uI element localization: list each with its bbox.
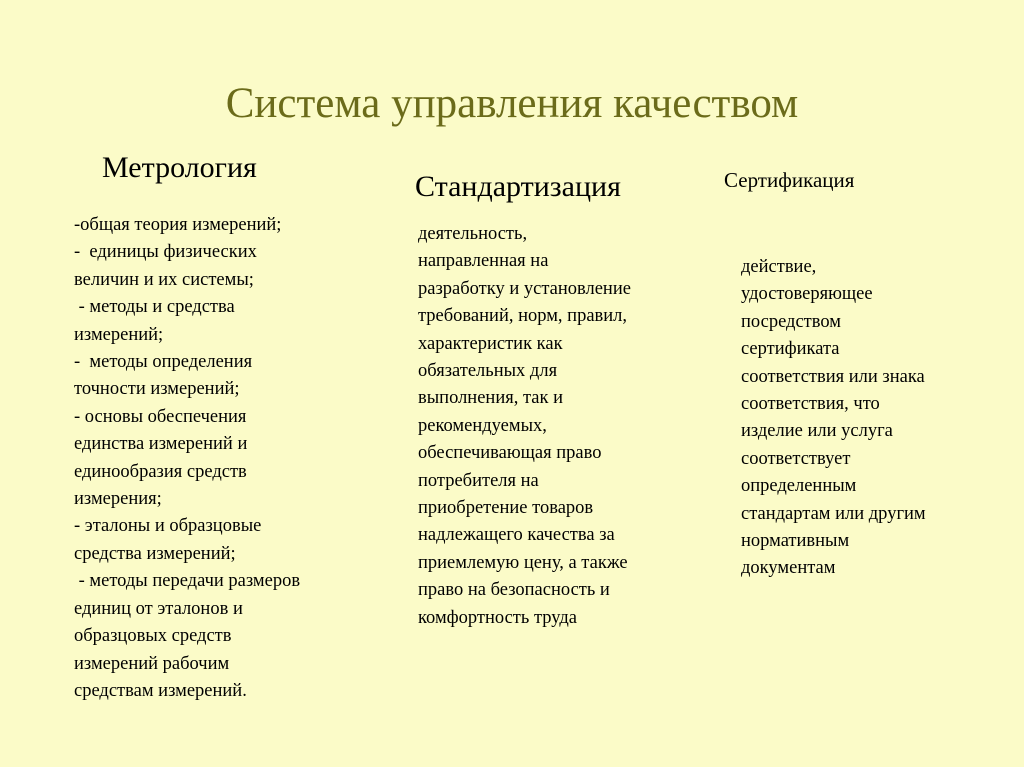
certification-heading: Сертификация bbox=[724, 168, 855, 192]
text-line: потребителя на bbox=[418, 470, 539, 491]
text-line: соответствия или знака bbox=[741, 366, 925, 387]
text-line: измерений рабочим bbox=[74, 653, 230, 674]
standardization-body bbox=[418, 221, 631, 632]
text-line: - методы передачи размеров bbox=[74, 571, 301, 592]
text-line: средства измерений; bbox=[74, 543, 236, 564]
text-line: требований, норм, правил, bbox=[418, 306, 628, 327]
text-line: разработку и установление bbox=[418, 278, 631, 299]
text-line: стандартам или другим bbox=[741, 503, 926, 524]
text-line: единообразия средств bbox=[74, 461, 247, 482]
text-line: изделие или услуга bbox=[741, 421, 893, 442]
metrology-body bbox=[74, 212, 300, 705]
text-line: обеспечивающая право bbox=[418, 443, 602, 464]
text-line: характеристик как bbox=[418, 333, 563, 354]
text-line: - единицы физических bbox=[74, 242, 257, 263]
text-line: единиц от эталонов и bbox=[74, 598, 243, 619]
text-line: соответствия, что bbox=[741, 394, 880, 415]
text-line: направленная на bbox=[418, 251, 549, 272]
text-line: приобретение товаров bbox=[418, 498, 594, 519]
text-line: - эталоны и образцовые bbox=[74, 516, 262, 537]
text-line: рекомендуемых, bbox=[418, 415, 547, 436]
text-line: приемлемую цену, а также bbox=[418, 552, 628, 573]
text-line: определенным bbox=[741, 476, 857, 497]
text-line: сертификата bbox=[741, 339, 840, 360]
text-line: деятельность, bbox=[418, 224, 528, 244]
standardization-heading: Стандартизация bbox=[415, 170, 621, 203]
text-line: точности измерений; bbox=[74, 379, 240, 400]
text-line: документам bbox=[741, 558, 836, 579]
metrology-heading: Метрология bbox=[102, 151, 257, 184]
text-line: комфортность труда bbox=[418, 607, 577, 628]
text-line: - методы определения bbox=[74, 352, 253, 373]
text-line: -общая теория измерений; bbox=[74, 215, 282, 235]
text-line: нормативным bbox=[741, 531, 850, 552]
text-line: обязательных для bbox=[418, 361, 558, 382]
slide-title: Система управления качеством bbox=[225, 80, 799, 127]
text-line: право на безопасность и bbox=[418, 580, 610, 601]
text-line: измерений; bbox=[74, 324, 164, 345]
text-line: - основы обеспечения bbox=[74, 406, 247, 427]
text-line: средствам измерений. bbox=[74, 680, 247, 701]
text-line: - методы и средства bbox=[74, 297, 235, 318]
text-line: посредством bbox=[741, 311, 841, 332]
text-line: надлежащего качества за bbox=[418, 525, 615, 546]
text-line: образцовых средств bbox=[74, 626, 232, 647]
certification-body bbox=[741, 254, 926, 583]
text-line: единства измерений и bbox=[74, 434, 248, 455]
text-line: действие, bbox=[741, 257, 817, 277]
text-line: величин и их системы; bbox=[74, 269, 254, 290]
text-line: выполнения, так и bbox=[418, 388, 564, 409]
text-line: удостоверяющее bbox=[741, 284, 873, 305]
text-line: измерения; bbox=[74, 489, 162, 510]
text-line: соответствует bbox=[741, 448, 851, 469]
